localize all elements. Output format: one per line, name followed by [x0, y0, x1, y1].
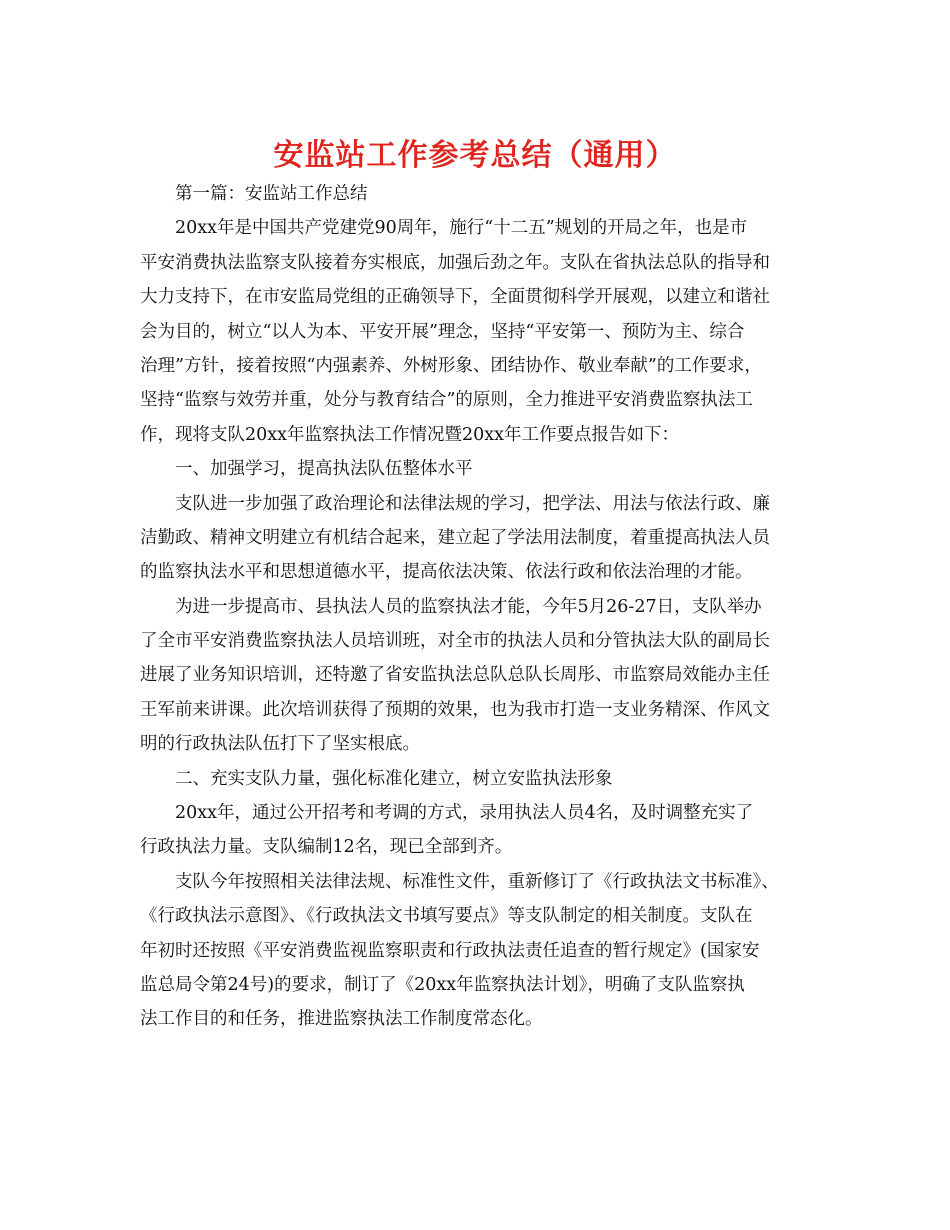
text-line: 《行政执法示意图》、《行政执法文书填写要点》等支队制定的相关制度。支队在	[140, 906, 753, 927]
text-line: 支队今年按照相关法律法规、标准性文件，重新修订了《行政执法文书标准》、	[175, 871, 779, 892]
text-line: 坚持“监察与效劳并重，处分与教育结合”的原则，全力推进平安消费监察执法工	[140, 390, 753, 411]
document-title: 安监站工作参考总结（通用）	[273, 138, 677, 173]
text-line: 监总局令第24号)的要求，制订了《20xx年监察执法计划》，明确了支队监察执	[140, 974, 745, 995]
text-line: 平安消费执法监察支队接着夯实根底，加强后劲之年。支队在省执法总队的指导和	[140, 252, 770, 273]
text-line: 20xx年是中国共产党建党90周年，施行“十二五”规划的开局之年，也是市	[175, 218, 748, 239]
text-line: 年初时还按照《平安消费监视监察职责和行政执法责任追查的暂行规定》(国家安	[140, 940, 760, 961]
text-line: 行政执法力量。支队编制12名，现已全部到齐。	[140, 837, 513, 858]
text-line: 王军前来讲课。此次培训获得了预期的效果，也为我市打造一支业务精深、作风文	[140, 699, 770, 720]
text-line: 法工作目的和任务，推进监察执法工作制度常态化。	[140, 1009, 543, 1030]
text-line: 第一篇：安监站工作总结	[175, 184, 368, 204]
text-line: 支队进一步加强了政治理论和法律法规的学习，把学法、用法与依法行政、廉	[175, 493, 770, 514]
text-line: 进展了业务知识培训，还特邀了省安监执法总队总队长周彤、市监察局效能办主任	[140, 665, 770, 686]
text-line: 作，现将支队20xx年监察执法工作情况暨20xx年工作要点报告如下：	[140, 424, 680, 445]
text-line: 的监察执法水平和思想道德水平，提高依法决策、依法行政和依法治理的才能。	[140, 562, 753, 583]
text-line: 20xx年，通过公开招考和考调的方式，录用执法人员4名，及时调整充实了	[175, 803, 754, 824]
text-line: 二、充实支队力量，强化标准化建立，树立安监执法形象	[175, 768, 613, 789]
text-line: 明的行政执法队伍打下了坚实根底。	[140, 734, 420, 755]
document-body	[140, 177, 820, 1037]
text-line: 一、加强学习，提高执法队伍整体水平	[175, 459, 473, 480]
text-line: 治理”方针，接着按照“内强素养、外树形象、团结协作、敬业奉献”的工作要求，	[140, 355, 762, 376]
text-line: 了全市平安消费监察执法人员培训班，对全市的执法人员和分管执法大队的副局长	[140, 631, 770, 652]
text-line: 洁勤政、精神文明建立有机结合起来，建立起了学法用法制度，着重提高执法人员	[140, 527, 770, 548]
text-line: 会为目的，树立“以人为本、平安开展”理念，坚持“平安第一、预防为主、综合	[140, 321, 745, 342]
text-line: 为进一步提高市、县执法人员的监察执法才能，今年5月26-27日，支队举办	[175, 596, 762, 617]
text-line: 大力支持下，在市安监局党组的正确领导下，全面贯彻科学开展观，以建立和谐社	[140, 287, 770, 308]
